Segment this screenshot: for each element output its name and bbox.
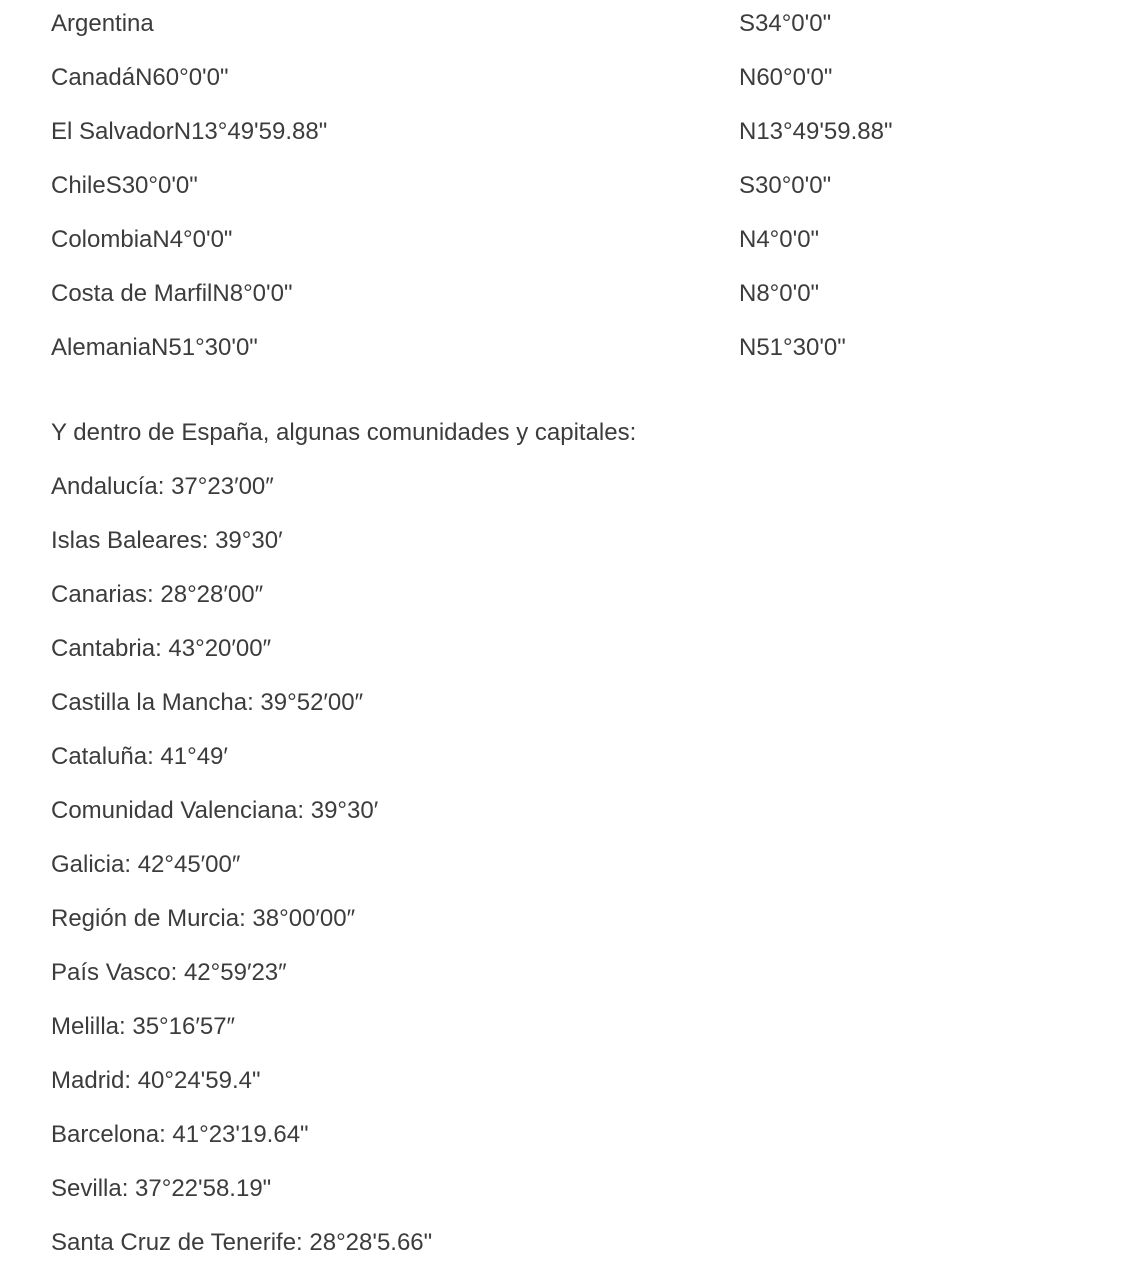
list-item: Santa Cruz de Tenerife: 28°28'5.66" (51, 1229, 433, 1256)
country-name: CanadáN60°0'0" (51, 64, 229, 91)
country-name: ColombiaN4°0'0" (51, 226, 233, 253)
list-item: Galicia: 42°45′00″ (51, 851, 241, 878)
country-latitude: S34°0'0" (739, 10, 832, 37)
table-row (51, 108, 1051, 162)
country-latitude: S30°0'0" (739, 172, 832, 199)
country-latitude: N8°0'0" (739, 280, 820, 307)
list-item: Castilla la Mancha: 39°52′00″ (51, 689, 364, 716)
list-item: Islas Baleares: 39°30′ (51, 527, 283, 554)
regions-intro-text: Y dentro de España, algunas comunidades y capitales: (51, 419, 637, 446)
list-item: Madrid: 40°24'59.4" (51, 1067, 261, 1094)
country-latitude: N60°0'0" (739, 64, 833, 91)
country-name: ChileS30°0'0" (51, 172, 198, 199)
table-row (51, 324, 1051, 378)
country-latitude: N51°30'0" (739, 334, 846, 361)
list-item: Canarias: 28°28′00″ (51, 581, 264, 608)
spain-regions-list (51, 472, 432, 1282)
list-item: Región de Murcia: 38°00′00″ (51, 905, 356, 932)
list-item: País Vasco: 42°59′23″ (51, 959, 287, 986)
table-row (51, 162, 1051, 216)
list-item: Andalucía: 37°23′00″ (51, 473, 274, 500)
table-row (51, 54, 1051, 108)
country-name: Costa de MarfilN8°0'0" (51, 280, 293, 307)
table-row (51, 216, 1051, 270)
list-item: Cataluña: 41°49′ (51, 743, 228, 770)
table-row (51, 270, 1051, 324)
country-latitude-table (51, 0, 1051, 378)
country-name: Argentina (51, 10, 154, 37)
country-latitude: N4°0'0" (739, 226, 820, 253)
list-item: Cantabria: 43°20′00″ (51, 635, 272, 662)
list-item: Melilla: 35°16′57″ (51, 1013, 236, 1040)
country-name: AlemaniaN51°30'0" (51, 334, 258, 361)
list-item: Sevilla: 37°22'58.19" (51, 1175, 272, 1202)
list-item: Comunidad Valenciana: 39°30′ (51, 797, 379, 824)
table-row (51, 0, 1051, 54)
list-item: Barcelona: 41°23'19.64" (51, 1121, 309, 1148)
country-name: El SalvadorN13°49'59.88" (51, 118, 328, 145)
country-latitude: N13°49'59.88" (739, 118, 893, 145)
